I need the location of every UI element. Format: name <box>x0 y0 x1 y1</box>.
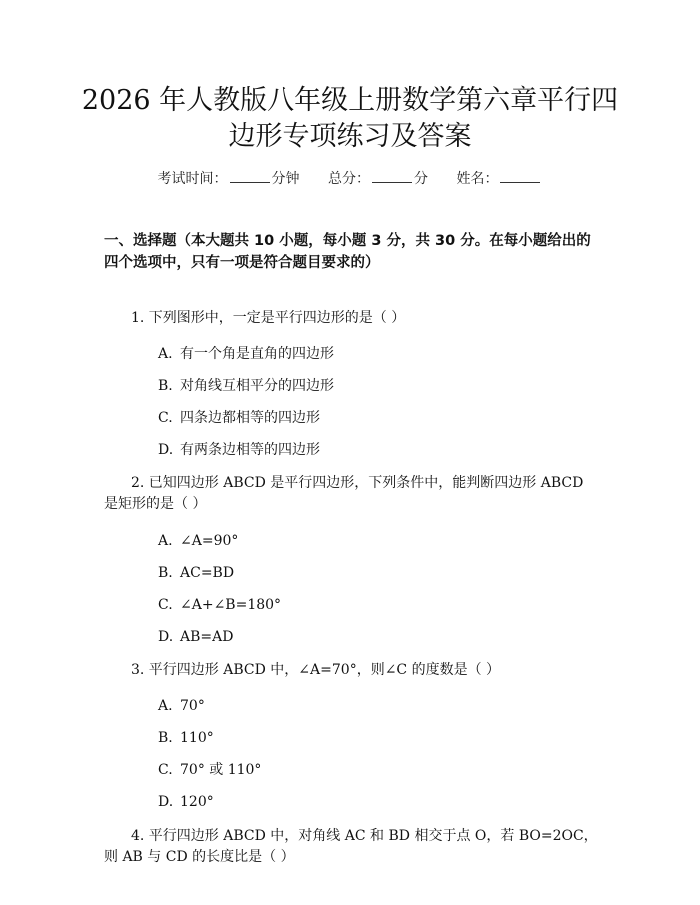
option-text: 对角线互相平分的四边形 <box>180 378 334 394</box>
question-1-option-a <box>158 344 334 364</box>
option-text: 70° 或 110° <box>180 762 262 778</box>
question-3-option-c <box>158 760 261 780</box>
option-text: 四条边都相等的四边形 <box>180 410 320 426</box>
option-text: 有两条边相等的四边形 <box>180 442 320 458</box>
option-letter: D. <box>158 794 174 810</box>
exam-time-label: 考试时间： <box>157 171 228 187</box>
question-1: 1. 下列图形中，一定是平行四边形的是（ ） <box>131 310 406 326</box>
exam-time-blank <box>230 170 270 183</box>
section-heading: 一、选择题（本大题共 10 小题，每小题 3 分，共 30 分。在每小题给出的四个选项中，只有一项是符合题目要求的） <box>104 233 591 271</box>
option-text: AC=BD <box>180 565 235 581</box>
option-letter: B. <box>158 730 173 746</box>
document-title-line-1: 2026 年人教版八年级上册数学第六章平行四 <box>81 85 619 116</box>
total-score-field <box>328 168 428 188</box>
option-text: AB=AD <box>180 629 234 645</box>
question-3: 3. 平行四边形 ABCD 中，∠A=70°，则∠C 的度数是（ ） <box>131 662 501 678</box>
option-letter: D. <box>158 629 174 645</box>
question-1-option-b <box>158 376 334 396</box>
question-2-option-d <box>158 627 233 647</box>
question-4: 4. 平行四边形 ABCD 中，对角线 AC 和 BD 相交于点 O，若 BO=2OC，则 AB 与 CD 的长度比是（ ） <box>104 828 598 865</box>
option-letter: A. <box>158 533 173 549</box>
option-text: 120° <box>180 794 214 810</box>
exam-time-unit: 分钟 <box>271 171 300 187</box>
document-title-line-2: 边形专项练习及答案 <box>228 121 472 152</box>
question-2-option-a <box>158 531 238 551</box>
student-name-label: 姓名： <box>456 171 499 187</box>
option-text: ∠A=90° <box>180 533 239 549</box>
option-text: ∠A+∠B=180° <box>180 597 282 613</box>
exam-info-line <box>0 168 700 188</box>
option-letter: A. <box>158 698 173 714</box>
option-letter: B. <box>158 378 173 394</box>
option-letter: C. <box>158 410 173 426</box>
question-2-option-b <box>158 563 234 583</box>
total-score-label: 总分： <box>328 171 370 187</box>
question-3-option-d <box>158 792 214 812</box>
option-letter: A. <box>158 346 173 362</box>
option-text: 70° <box>180 698 205 714</box>
total-score-blank <box>372 170 412 183</box>
exam-time-field <box>158 168 300 188</box>
option-text: 有一个角是直角的四边形 <box>180 346 334 362</box>
option-letter: B. <box>158 565 173 581</box>
question-2-option-c <box>158 595 281 615</box>
question-1-option-d <box>158 440 320 460</box>
option-letter: C. <box>158 597 173 613</box>
total-score-unit: 分 <box>414 171 428 187</box>
question-3-option-b <box>158 728 214 748</box>
question-2: 2. 已知四边形 ABCD 是平行四边形，下列条件中，能判断四边形 ABCD 是矩形的是（ ） <box>104 475 584 512</box>
option-letter: D. <box>158 442 174 458</box>
student-name-blank <box>500 170 540 183</box>
question-3-option-a <box>158 696 205 716</box>
student-name-field <box>456 168 542 188</box>
option-text: 110° <box>180 730 214 746</box>
option-letter: C. <box>158 762 173 778</box>
question-1-option-c <box>158 408 320 428</box>
